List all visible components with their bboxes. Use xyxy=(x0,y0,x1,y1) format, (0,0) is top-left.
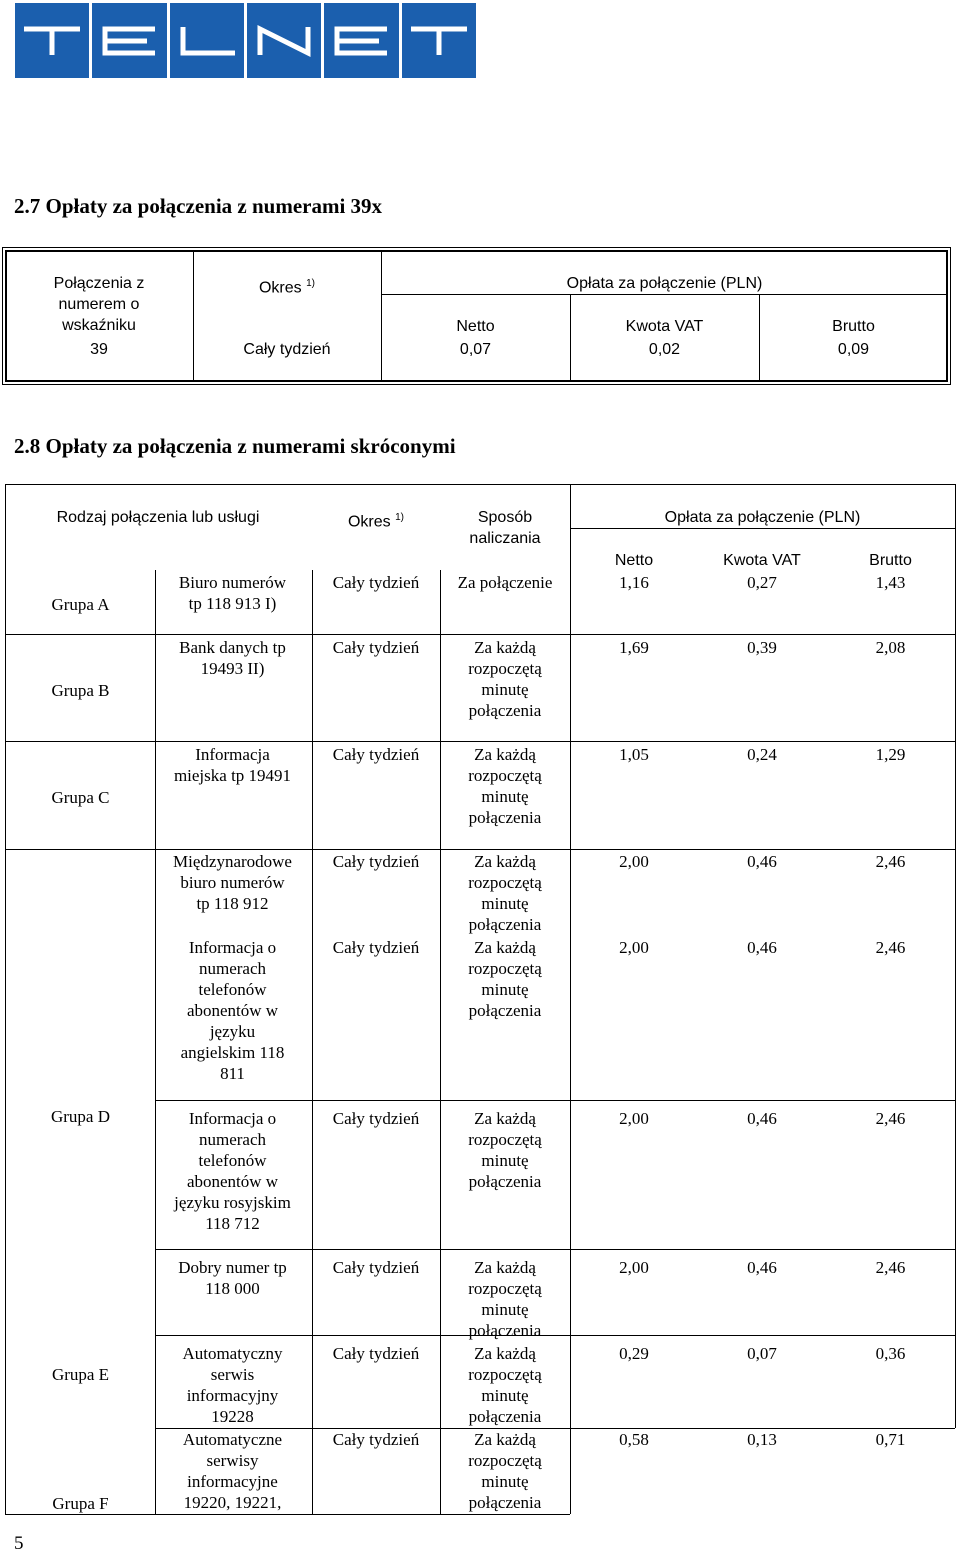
service-line: angielskim 118 xyxy=(180,1043,285,1062)
method-line: minutę xyxy=(481,787,529,806)
brutto-cell: 0,71 xyxy=(875,1430,906,1449)
netto-cell: 2,00 xyxy=(619,1109,649,1128)
group-label-f: Grupa F xyxy=(52,1494,109,1513)
method-line: minutę xyxy=(481,894,529,913)
service-line: tp 118 913 I) xyxy=(188,594,277,613)
service-line: informacyjny xyxy=(186,1386,279,1405)
method-line: rozpoczętą xyxy=(468,1279,542,1298)
brutto-cell: 1,43 xyxy=(875,573,906,592)
method-line: rozpoczętą xyxy=(468,873,542,892)
service-line: 19493 II) xyxy=(200,659,265,678)
group-label-e: Grupa E xyxy=(51,1365,110,1384)
method-line: połączenia xyxy=(468,1321,542,1340)
method-line: Za każdą xyxy=(474,1430,536,1449)
row-vat: 0,02 xyxy=(648,341,681,358)
method-line: połączenia xyxy=(468,701,542,720)
period-cell: Cały tydzień xyxy=(332,745,420,764)
brutto-cell: 2,46 xyxy=(875,1109,906,1128)
header-period xyxy=(193,273,381,298)
logo-letter-t2 xyxy=(402,3,476,78)
netto-cell: 1,16 xyxy=(619,573,649,592)
vat-cell: 0,39 xyxy=(747,638,777,657)
page-number: 5 xyxy=(14,1533,24,1554)
period-cell: Cały tydzień xyxy=(332,1258,420,1277)
service-line: 118 000 xyxy=(205,1279,260,1298)
service-line: Automatyczne xyxy=(182,1430,283,1449)
brutto-cell: 2,46 xyxy=(875,852,906,871)
logo-letter-l xyxy=(170,3,244,78)
service-line: Dobry numer tp xyxy=(178,1258,287,1277)
service-line: miejska tp 19491 xyxy=(173,766,292,785)
divider xyxy=(381,294,948,295)
netto-cell: 2,00 xyxy=(619,1258,649,1277)
table-border-left xyxy=(5,484,6,1514)
section-title-short-numbers: 2.8 Opłaty za połączenia z numerami skróconymi xyxy=(14,434,456,458)
service-line: Informacja o xyxy=(188,938,277,957)
header-netto-2: Netto xyxy=(614,552,654,569)
header-fee-2: Opłata za połączenie (PLN) xyxy=(664,509,861,526)
vat-cell: 0,13 xyxy=(747,1430,777,1449)
service-line: telefonów xyxy=(198,1151,267,1170)
netto-cell: 1,05 xyxy=(619,745,649,764)
method-line: połączenia xyxy=(468,1407,542,1426)
header-number-line2: numerem o xyxy=(58,296,140,313)
service-line: 811 xyxy=(220,1064,245,1083)
table-border-top xyxy=(5,484,955,485)
vat-cell: 0,07 xyxy=(747,1344,777,1363)
divider xyxy=(155,1100,955,1101)
method-line: rozpoczętą xyxy=(468,766,542,785)
method-line: rozpoczętą xyxy=(468,659,542,678)
method-line: minutę xyxy=(481,680,529,699)
service-line: Biuro numerów xyxy=(178,573,287,592)
header-fee: Opłata za połączenie (PLN) xyxy=(566,275,763,292)
vat-cell: 0,27 xyxy=(747,573,777,592)
header-method-line2: naliczania xyxy=(469,530,541,547)
row-brutto: 0,09 xyxy=(837,341,870,358)
header-method-line1: Sposób xyxy=(477,509,533,526)
netto-cell: 2,00 xyxy=(619,938,649,957)
header-period-2-label: Okres xyxy=(347,513,391,531)
divider xyxy=(5,741,955,742)
service-line: numerach xyxy=(198,959,267,978)
method-line: Za każdą xyxy=(474,1258,536,1277)
telnet-logo xyxy=(15,3,476,78)
header-period-note: 1) xyxy=(306,278,316,289)
method-line: połączenia xyxy=(468,1001,542,1020)
method-line: rozpoczętą xyxy=(468,959,542,978)
header-netto: Netto xyxy=(456,318,495,335)
netto-cell: 0,58 xyxy=(619,1430,649,1449)
service-line: Automatyczny xyxy=(182,1344,283,1363)
row-netto: 0,07 xyxy=(459,341,492,358)
brutto-cell: 2,46 xyxy=(875,1258,906,1277)
brutto-cell: 0,36 xyxy=(875,1344,906,1363)
netto-cell: 0,29 xyxy=(619,1344,649,1363)
method-line: połączenia xyxy=(468,915,542,934)
method-line: Za każdą xyxy=(474,852,536,871)
service-line: tp 118 912 xyxy=(196,894,269,913)
group-label-a: Grupa A xyxy=(51,595,110,614)
service-line: Międzynarodowe xyxy=(173,852,292,871)
period-cell: Cały tydzień xyxy=(332,573,420,592)
method-line: Za każdą xyxy=(474,1109,536,1128)
vat-cell: 0,46 xyxy=(747,1258,777,1277)
divider xyxy=(570,294,571,382)
table-border-right xyxy=(955,484,956,1428)
method-line: Za każdą xyxy=(474,1344,536,1363)
vat-cell: 0,24 xyxy=(747,745,777,764)
method-line: rozpoczętą xyxy=(468,1451,542,1470)
header-brutto-2: Brutto xyxy=(869,552,912,569)
vat-cell: 0,46 xyxy=(747,938,777,957)
service-line: numerach xyxy=(198,1130,267,1149)
vat-cell: 0,46 xyxy=(747,1109,777,1128)
brutto-cell: 2,46 xyxy=(875,938,906,957)
brutto-cell: 2,08 xyxy=(875,638,906,657)
divider xyxy=(312,570,313,1514)
period-cell: Cały tydzień xyxy=(332,1344,420,1363)
vat-cell: 0,46 xyxy=(747,852,777,871)
logo-letter-t xyxy=(15,3,89,78)
method-line: rozpoczętą xyxy=(468,1130,542,1149)
service-line: języku rosyjskim xyxy=(174,1193,291,1212)
section-title-39x: 2.7 Opłaty za połączenia z numerami 39x xyxy=(14,194,383,218)
header-vat: Kwota VAT xyxy=(625,318,704,335)
service-line: 118 712 xyxy=(205,1214,260,1233)
service-line: serwis xyxy=(210,1365,255,1384)
method-line: minutę xyxy=(481,980,529,999)
header-service-type: Rodzaj połączenia lub usługi xyxy=(56,509,260,526)
header-period-2 xyxy=(312,507,440,532)
header-period-label: Okres xyxy=(258,279,302,297)
divider xyxy=(193,250,194,382)
method-line: połączenia xyxy=(468,1172,542,1191)
table-border-bottom xyxy=(5,1514,570,1515)
group-label-b: Grupa B xyxy=(51,681,110,700)
header-vat-2: Kwota VAT xyxy=(723,552,801,569)
period-cell: Cały tydzień xyxy=(332,938,420,957)
method-line: rozpoczętą xyxy=(468,1365,542,1384)
service-line: języku xyxy=(209,1022,256,1041)
method-line: minutę xyxy=(481,1151,529,1170)
service-line: abonentów w xyxy=(186,1172,279,1191)
divider xyxy=(155,1249,955,1250)
logo-letter-e2 xyxy=(324,3,398,78)
service-line: biuro numerów xyxy=(180,873,285,892)
method-line: minutę xyxy=(481,1300,529,1319)
divider xyxy=(5,849,955,850)
service-line: 19220, 19221, xyxy=(183,1493,282,1512)
method-line: Za połączenie xyxy=(457,573,553,592)
divider xyxy=(759,294,760,382)
row-period: Cały tydzień xyxy=(243,341,331,358)
service-line: 19228 xyxy=(211,1407,254,1426)
service-line: serwisy xyxy=(206,1451,259,1470)
method-line: Za każdą xyxy=(474,745,536,764)
row-number: 39 xyxy=(90,341,108,358)
method-line: połączenia xyxy=(468,1493,542,1512)
period-cell: Cały tydzień xyxy=(332,638,420,657)
service-line: abonentów w xyxy=(186,1001,279,1020)
period-cell: Cały tydzień xyxy=(332,1430,420,1449)
group-label-d: Grupa D xyxy=(50,1107,110,1126)
netto-cell: 2,00 xyxy=(619,852,649,871)
service-line: Informacja o xyxy=(188,1109,277,1128)
brutto-cell: 1,29 xyxy=(875,745,906,764)
service-line: telefonów xyxy=(198,980,267,999)
period-cell: Cały tydzień xyxy=(332,1109,420,1128)
logo-letter-e xyxy=(92,3,166,78)
method-line: Za każdą xyxy=(474,638,536,657)
header-brutto: Brutto xyxy=(832,318,875,335)
header-period-2-note: 1) xyxy=(395,512,405,523)
method-line: minutę xyxy=(481,1386,529,1405)
divider xyxy=(5,634,955,635)
method-line: połączenia xyxy=(468,808,542,827)
service-line: informacyjne xyxy=(187,1472,278,1491)
service-line: Informacja xyxy=(195,745,270,764)
service-line: Bank danych tp xyxy=(179,638,286,657)
method-line: Za każdą xyxy=(474,938,536,957)
divider xyxy=(570,528,955,529)
logo-letter-n xyxy=(247,3,321,78)
netto-cell: 1,69 xyxy=(619,638,649,657)
header-number-line3: wskaźniku xyxy=(62,317,136,334)
group-label-c: Grupa C xyxy=(51,788,110,807)
header-number-line1: Połączenia z xyxy=(53,275,145,292)
method-line: minutę xyxy=(481,1472,529,1491)
period-cell: Cały tydzień xyxy=(332,852,420,871)
